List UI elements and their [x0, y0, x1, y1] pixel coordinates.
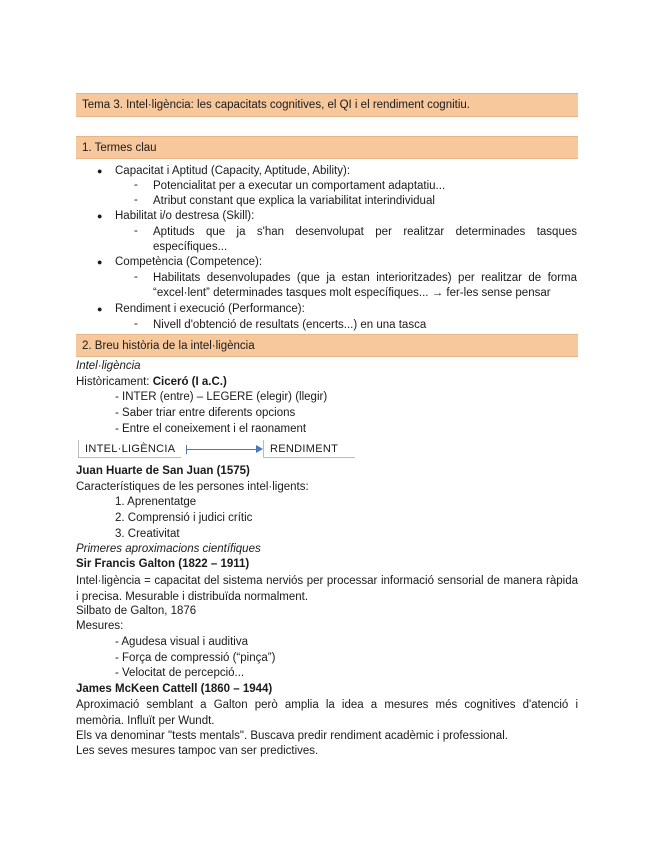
dash-icon: - — [134, 194, 138, 206]
cattell-title: James McKeen Cattell (1860 – 1944) — [76, 683, 273, 695]
term-capacitat: Capacitat i Aptitud (Capacity, Aptitude, Ability): — [115, 165, 351, 177]
historic-item-3: - Entre el coneixement i el raonament — [115, 423, 307, 435]
bullet-icon: ● — [97, 166, 103, 176]
section2-heading-band — [76, 334, 578, 357]
huarte-item-2: 2. Comprensió i judici crític — [115, 512, 253, 524]
galton-measure-3: - Velocitat de percepció... — [115, 667, 245, 679]
historic-item-1: - INTER (entre) – LEGERE (elegir) (llegir) — [115, 391, 328, 403]
term-rendiment: Rendiment i execució (Performance): — [115, 303, 305, 315]
cattell-line-3: Les seves mesures tampoc van ser predictives. — [76, 745, 319, 757]
galton-measures-label: Mesures: — [76, 620, 124, 632]
section2-heading: 2. Breu història de la intel·ligència — [82, 340, 255, 352]
diagram-arrow-line — [187, 449, 261, 450]
cattell-line-2: Els va denominar "tests mentals". Buscava predir rendiment acadèmic i professional. — [76, 730, 508, 742]
huarte-intro: Característiques de les persones intel·ligents: — [76, 481, 309, 493]
dash-icon: - — [134, 225, 138, 237]
term-competencia-sub1: Habilitats desenvolupades (que ja estan interioritzades) per realitzar de forma “excel·lent” determinades tasques molt específiques... → fer-les sense pensar — [153, 272, 577, 299]
intel-subtitle: Intel·ligència — [76, 360, 141, 372]
bullet-icon: ● — [97, 257, 103, 267]
historic-line — [76, 375, 227, 389]
section1-heading-band — [76, 136, 578, 159]
diagram-box-intelligence: INTEL·LIGÈNCIA — [78, 440, 181, 458]
galton-whistle: Silbato de Galton, 1876 — [76, 605, 197, 617]
term-competencia: Competència (Competence): — [115, 256, 263, 268]
dash-icon: - — [134, 271, 138, 283]
term-rendiment-sub1: Nivell d'obtenció de resultats (encerts...) en una tasca — [153, 319, 427, 331]
diagram-box-performance: RENDIMENT — [263, 440, 355, 458]
dash-icon: - — [134, 179, 138, 191]
galton-measure-1: - Agudesa visual i auditiva — [115, 636, 248, 648]
historic-item-2: - Saber triar entre diferents opcions — [115, 407, 296, 419]
huarte-item-3: 3. Creativitat — [115, 528, 180, 540]
section1-heading: 1. Termes clau — [82, 142, 157, 154]
topic-title: Tema 3. Intel·ligència: les capacitats cognitives, el QI i el rendiment cognitiu. — [82, 99, 470, 111]
term-capacitat-sub2: Atribut constant que explica la variabilitat interindividual — [153, 195, 435, 207]
arrow-right-icon — [256, 445, 263, 453]
galton-text: Intel·ligència = capacitat del sistema nerviós per processar informació sensorial de manera ràpida i precisa. Mesurable i distribuïda normalment. — [76, 575, 578, 603]
historic-prefix: Històricament: — [76, 376, 153, 388]
first-approaches-subtitle: Primeres aproximacions científiques — [76, 543, 261, 555]
historic-cicero: Ciceró (I a.C.) — [152, 376, 227, 388]
topic-title-band — [76, 93, 578, 117]
huarte-item-1: 1. Aprenentatge — [115, 496, 197, 508]
bullet-icon: ● — [97, 304, 103, 314]
dash-icon: - — [134, 318, 138, 330]
term-habilitat: Habilitat i/o destresa (Skill): — [115, 210, 255, 222]
term-habilitat-sub1: Aptituds que ja s'han desenvolupat per realitzar determinades tasques específiques... — [153, 226, 577, 253]
term-capacitat-sub1: Potencialitat per a executar un comportament adaptatiu... — [153, 180, 446, 192]
bullet-icon: ● — [97, 211, 103, 221]
huarte-title: Juan Huarte de San Juan (1575) — [76, 465, 250, 477]
galton-measure-2: - Força de compressió (“pinça”) — [115, 652, 276, 664]
galton-title: Sir Francis Galton (1822 – 1911) — [76, 558, 250, 570]
cattell-text: Aproximació semblant a Galton però amplia la idea a mesures més cognitives d'atenció i memòria. Influït per Wundt. — [76, 699, 578, 727]
